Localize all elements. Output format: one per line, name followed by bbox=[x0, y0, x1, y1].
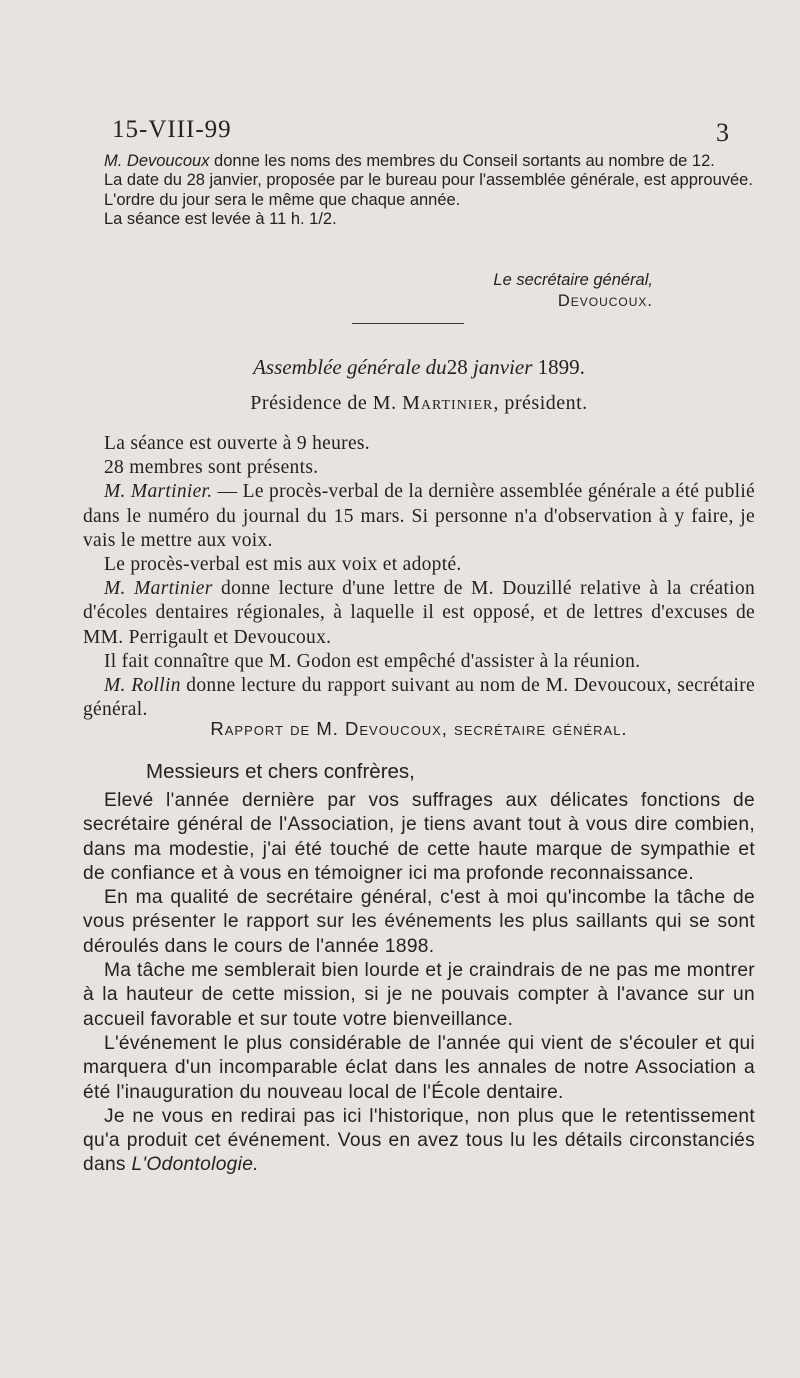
title-text: Assemblée générale du bbox=[253, 355, 447, 379]
title-year: 1899. bbox=[537, 355, 585, 379]
signature-block bbox=[83, 270, 653, 312]
paragraph: La date du 28 janvier, proposée par le bureau pour l'assemblée générale, est approuvée. bbox=[104, 171, 753, 190]
minutes-end-section bbox=[83, 152, 755, 230]
paragraph bbox=[83, 480, 755, 553]
paragraph: Ma tâche me semblerait bien lourde et je craindrais de ne pas me montrer à la hauteur de cette mission, si je ne pouvais compter à l'avance sur un accueil favorable et sur toute votre bienveillance. bbox=[83, 960, 755, 1030]
paragraph: Il fait connaître que M. Godon est empêché d'assister à la réunion. bbox=[104, 650, 641, 672]
presidence-role: , président. bbox=[493, 392, 588, 414]
president-name: Martinier bbox=[402, 392, 494, 414]
paragraph: Le procès-verbal est mis aux voix et adopté. bbox=[104, 554, 462, 576]
signature-title: Le secrétaire général, bbox=[493, 271, 653, 289]
title-day: 28 bbox=[446, 355, 468, 379]
assembly-title bbox=[83, 355, 755, 380]
speaker-name: M. Martinier bbox=[104, 578, 213, 600]
presidence-line bbox=[83, 392, 755, 415]
report-body bbox=[83, 789, 755, 1178]
section-divider bbox=[352, 323, 464, 324]
paragraph: En ma qualité de secrétaire général, c'est à moi qu'incombe la tâche de vous présenter le rapport sur les événements les plus saillants qui se sont déroulés dans le cours de l'année 1898. bbox=[83, 887, 755, 957]
paragraph-text: donne lecture d'une lettre de M. Douzillé relative à la création d'écoles dentaires régionales, à laquelle il est opposé, et de lettres d'excuses de MM. Perrigault et Devoucoux. bbox=[83, 578, 755, 648]
paragraph-text: Je ne vous en redirai pas ici l'historique, non plus que le retentissement qu'a produit cet événement. Vous en avez tous lu les détails circonstanciés dans bbox=[83, 1105, 755, 1176]
paragraph-text: donne lecture du rapport suivant au nom de M. Devoucoux, secrétaire général. bbox=[83, 675, 755, 721]
report-salutation: Messieurs et chers confrères, bbox=[146, 760, 415, 783]
page-number: 3 bbox=[716, 118, 729, 147]
paragraph-text: — Le procès-verbal de la dernière assemblée générale a été publié dans le numéro du journal du 15 mars. Si personne n'a d'observation à y faire, je vais le mettre aux voix. bbox=[83, 481, 756, 551]
paragraph: La séance est ouverte à 9 heures. bbox=[104, 433, 370, 454]
report-title: Rapport de M. Devoucoux, secrétaire général. bbox=[210, 718, 628, 739]
running-header: 15-VIII-99 bbox=[112, 116, 232, 143]
speaker-name: M. Rollin bbox=[104, 675, 181, 697]
paragraph bbox=[83, 577, 755, 650]
paragraph: La séance est levée à 11 h. 1/2. bbox=[104, 210, 337, 229]
paragraph bbox=[83, 674, 755, 722]
paragraph-text: donne les noms des membres du Conseil sortants au nombre de 12. bbox=[209, 152, 715, 170]
paragraph bbox=[83, 152, 755, 171]
assembly-minutes bbox=[83, 432, 755, 722]
paragraph: L'événement le plus considérable de l'année qui vient de s'écouler et qui marquera d'un incomparable éclat dans les annales de notre Association a été l'inauguration du nouveau local de l'École dentaire. bbox=[83, 1032, 755, 1103]
paragraph: Elevé l'année dernière par vos suffrages aux délicates fonctions de secrétaire général de l'Association, je tiens avant tout à vous dire combien, dans ma modestie, j'ai été touché de cette haute marque de sympathie et de confiance et à vous en témoigner ici ma profonde reconnaissance. bbox=[83, 790, 755, 884]
paragraph: L'ordre du jour sera le même que chaque année. bbox=[104, 190, 461, 209]
speaker-name: M. Martinier. bbox=[104, 481, 213, 503]
paragraph bbox=[83, 1105, 755, 1178]
signature-name: Devoucoux. bbox=[557, 292, 653, 310]
presidence-text: Présidence de M. bbox=[250, 392, 397, 414]
paragraph: 28 membres sont présents. bbox=[104, 457, 319, 479]
speaker-name: M. Devoucoux bbox=[104, 152, 210, 170]
journal-title: L'Odontologie. bbox=[131, 1154, 259, 1176]
title-month: janvier bbox=[472, 355, 533, 379]
